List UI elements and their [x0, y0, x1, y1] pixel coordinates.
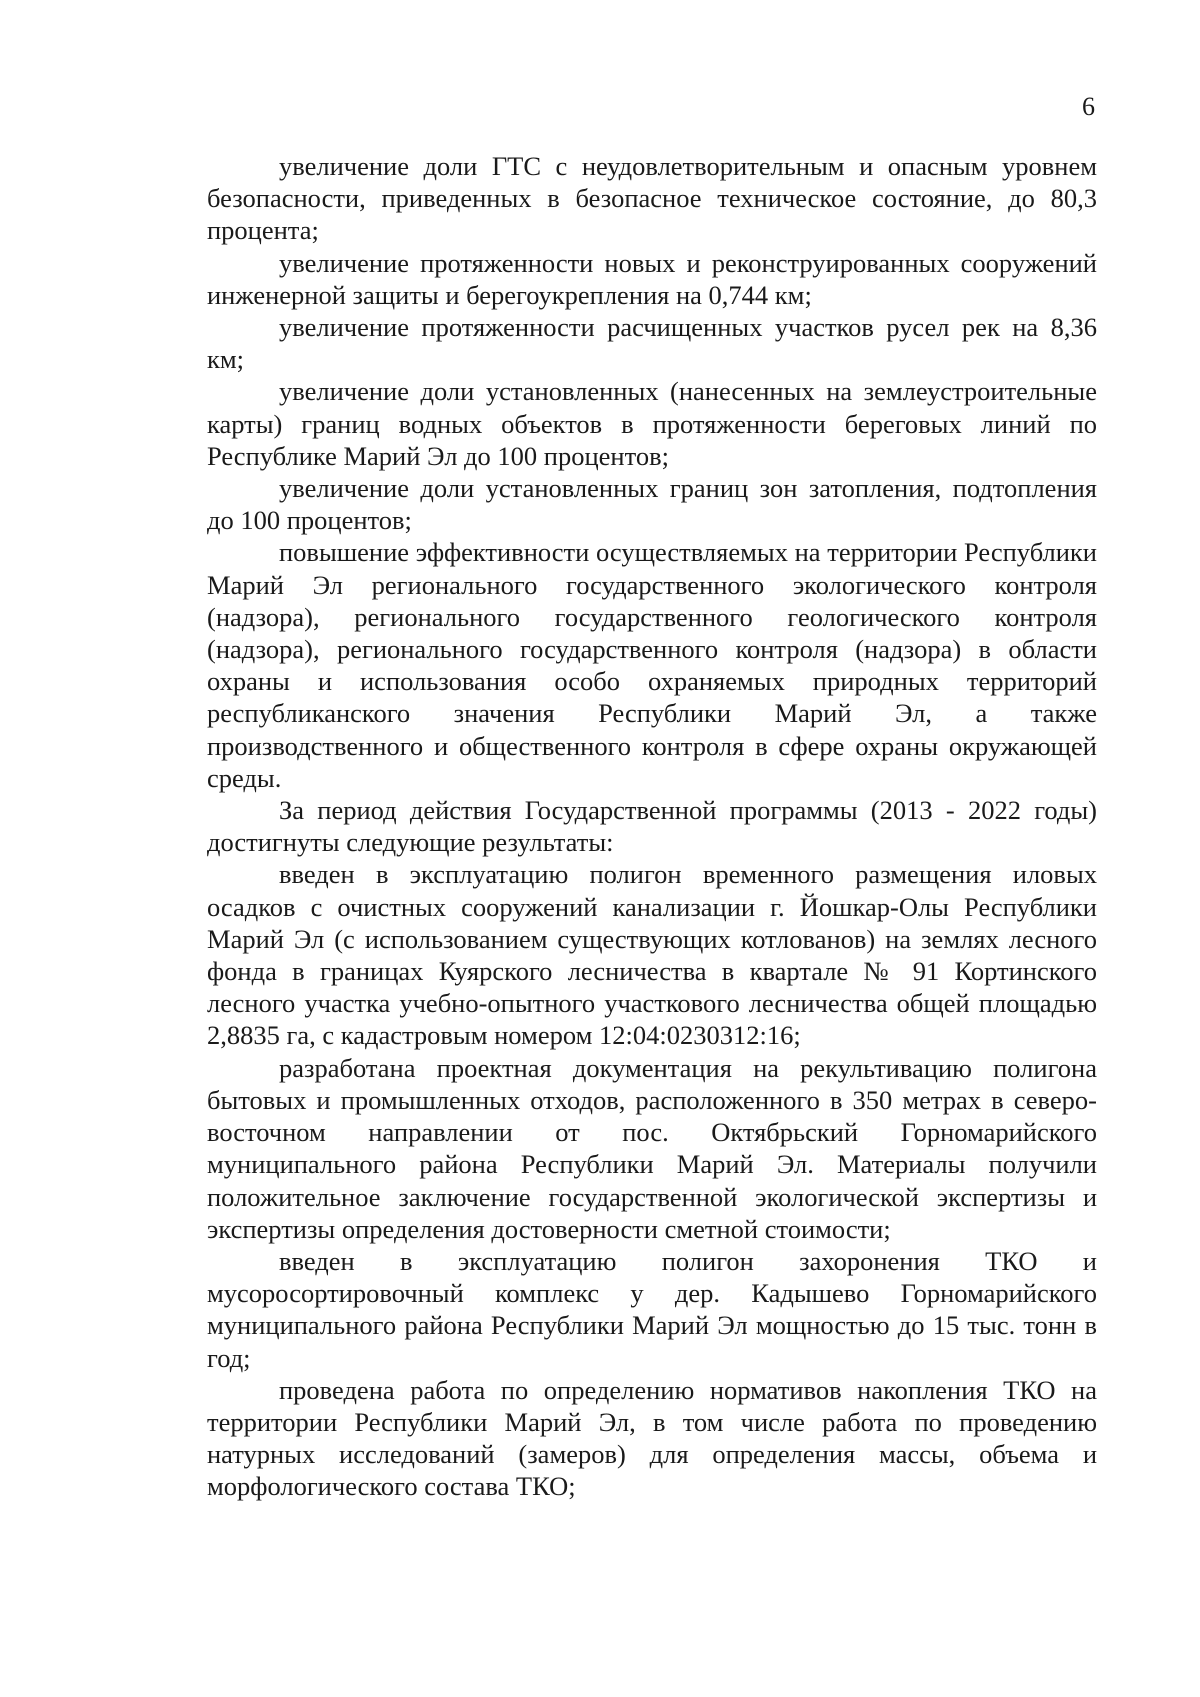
paragraph-landfill-reclamation: разработана проектная документация на рекультивацию полигона бытовых и промышленных отходов, расположенного в 350 метрах в северо-восточном направлении от пос. Октябрьский Горномарийского муниципального района Республики Марий Эл. Материалы получили положительное заключение государственной экологической экспертизы и экспертизы определения достоверности сметной стоимости; — [207, 1052, 1097, 1244]
paragraph-hts-safety: увеличение доли ГТС с неудовлетворительным и опасным уровнем безопасности, приведенных в безопасное техническое состояние, до 80,3 процента; — [207, 151, 1097, 246]
paragraph-control-efficiency: повышение эффективности осуществляемых на территории Республики Марий Эл регионального государственного экологического контроля (надзора), регионального государственного геологического контроля (надзора), регионального государственного контроля (надзора) в области охраны и использования особо охраняемых природных территорий республиканского значения Республики Марий Эл, а также производственного и общественного контроля в сфере охраны окружающей среды. — [207, 537, 1097, 793]
paragraph-riverbed-clearing: увеличение протяженности расчищенных участков русел рек на 8,36 км; — [207, 312, 1097, 375]
paragraph-engineering-protection: увеличение протяженности новых и реконструированных сооружений инженерной защиты и берегоукрепления на 0,744 км; — [207, 247, 1097, 310]
document-body — [207, 150, 1097, 1503]
paragraph-program-results-intro: За период действия Государственной программы (2013 - 2022 годы) достигнуты следующие результаты: — [207, 795, 1097, 858]
paragraph-sludge-landfill: введен в эксплуатацию полигон временного размещения иловых осадков с очистных сооружений канализации г. Йошкар-Олы Республики Марий Эл (с использованием существующих котлованов) на землях лесного фонда в границах Куярского лесничества в квартале № 91 Кортинского лесного участка учебно-опытного участкового лесничества общей площадью 2,8835 га, с кадастровым номером 12:04:0230312:16; — [207, 859, 1097, 1051]
paragraph-tko-standards: проведена работа по определению нормативов накопления ТКО на территории Республики Марий Эл, в том числе работа по проведению натурных исследований (замеров) для определения массы, объема и морфологического состава ТКО; — [207, 1374, 1097, 1502]
page-number: 6 — [1082, 92, 1095, 121]
paragraph-water-boundaries: увеличение доли установленных (нанесенных на землеустроительные карты) границ водных объектов в протяженности береговых линий по Республике Марий Эл до 100 процентов; — [207, 376, 1097, 471]
paragraph-tko-landfill: введен в эксплуатацию полигон захоронения ТКО и мусоросортировочный комплекс у дер. Кадышево Горномарийского муниципального района Республики Марий Эл мощностью до 15 тыс. тонн в год; — [207, 1245, 1097, 1373]
paragraph-flood-zones: увеличение доли установленных границ зон затопления, подтопления до 100 процентов; — [207, 473, 1097, 536]
